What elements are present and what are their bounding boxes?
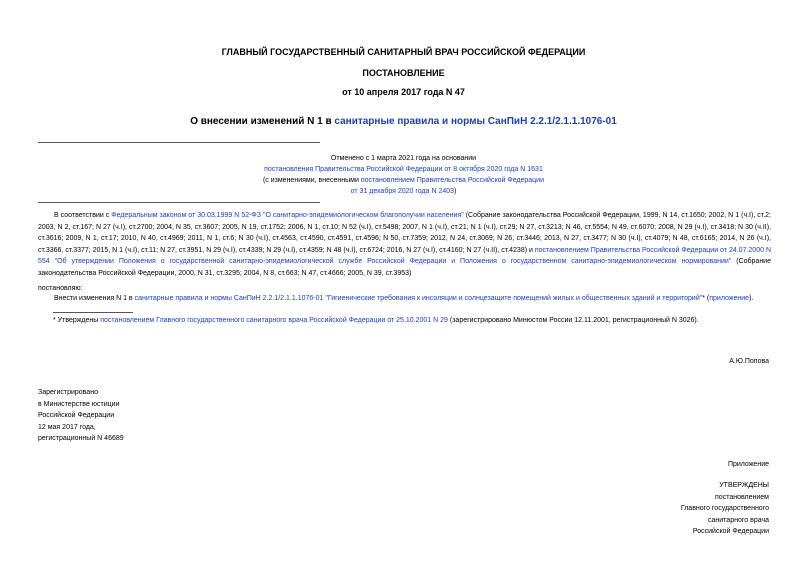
government-decree-link[interactable]: постановлением Правительства Российской Федерации от 24.07.2000 N 554 "Об утверждении Положения о государственной санитарно-эпидемиологической службе Российской Федерации и Положения о государственном санитарно-эпидемиологическом нормировании" [38, 246, 771, 265]
document-date: от 10 апреля 2017 года N 47 [342, 87, 465, 97]
preamble-paragraph [38, 210, 771, 279]
sanpin-link[interactable]: санитарные правила и нормы СанПиН 2.2.1/2.1.1.1076-01 [334, 116, 617, 127]
status-amend-text: (с изменениями, внесенными [262, 177, 361, 184]
divider-top [38, 142, 320, 143]
document-title-prefix: О внесении изменений N 1 в [190, 116, 335, 127]
issuing-authority: ГЛАВНЫЙ ГОСУДАРСТВЕННЫЙ САНИТАРНЫЙ ВРАЧ РОССИЙСКОЙ ФЕДЕРАЦИИ [221, 47, 586, 57]
footnote-start: * Утверждены [53, 317, 101, 324]
document-type: ПОСТАНОВЛЕНИЕ [362, 68, 445, 78]
preamble-citations: (Собрание законодательства Российской Федерации, 1999, N 14, ст.1650; 2002, N 1 (ч.I), ст.2; 2003, N 2, ст.167; N 27 (ч.I), ст.2700; 2004, N 35, ст.3607; 2005, N 19, ст.1752; 2006, N 1, ст.10; N 52 (ч.I), ст.5498; 2007, N 1 (ч.I), ст.21; N 1 (ч.I), ст.29; N 27, ст.3213; N 46, ст.5554; N 49, ст.6070; 2008, N 29 (ч.I), ст.3418; N 30 (ч.II), ст.3616; 2009, N 1, ст.17; 2010, N 40, ст.4969; 2011, N 1, ст.6; N 30 (ч.I), ст.4563, ст.4590, ст.4591, ст.4596; N 50, ст.7359; 2012, N 24, ст.3069; N 26, ст.3446; 2013, N 27, ст.3477; N 30 (ч.I), ст.4079; N 48, ст.6165; 2014, N 26 (ч.I), ст.3366, ст.3377; 2015, N 1 (ч.I), ст.11; N 27, ст.3951, N 29 (ч.I), ст.4339; N 29 (ч.I), ст.4359; N 48 (ч.I), ст.6724; 2016, N 27 (ч.I), ст.4160; N 27 (ч.II), ст.4238) и [38, 212, 771, 254]
divider-bottom [38, 202, 320, 203]
preamble-start: В соответствии с [54, 212, 112, 219]
status-block [0, 153, 807, 197]
resolve-footnote-mark: * ( [702, 295, 710, 302]
signature: А.Ю.Попова [729, 358, 769, 365]
preamble-citations-2: (Собрание законодательства Российской Федерации, 2000, N 31, ст.3295; 2004, N 8, ст.663; N 47, ст.4666; 2005, N 39, ст.3953) [38, 258, 771, 277]
cancel-basis-link[interactable]: постановления Правительства Российской Федерации от 8 октября 2020 года N 1631 [264, 166, 543, 173]
resolve-paragraph [38, 293, 771, 305]
approval-block [681, 480, 769, 538]
approval-line: санитарного врача [708, 516, 769, 524]
approval-line: Главного государственного [680, 505, 769, 512]
status-line: Отменено с 1 марта 2021 года на основании [330, 155, 477, 162]
amending-decree-link[interactable]: постановлением Правительства Российской Федерации [360, 177, 545, 184]
federal-law-link[interactable]: Федеральным законом от 30.03.1999 N 52-ФЗ "О санитарно-эпидемиологическом благополучии населения" [111, 212, 464, 219]
footnote [53, 315, 771, 327]
amending-decree-date-link[interactable]: от 31 декабря 2020 года N 2403 [350, 188, 455, 195]
document-title [0, 116, 807, 127]
registration-line: Российской Федерации [38, 412, 115, 419]
resolve-end: ). [749, 295, 754, 302]
status-close-paren: ) [454, 188, 457, 195]
footnote-decree-link[interactable]: постановлением Главного государственного санитарного врача Российской Федерации от 25.10.2001 N 29 [100, 317, 448, 324]
appendix-link[interactable]: приложение [709, 295, 750, 302]
footnote-divider [53, 312, 133, 313]
resolve-label: постановляю: [38, 285, 83, 292]
resolve-start: Внести изменения N 1 в [54, 295, 135, 302]
registration-line: регистрационный N 46689 [38, 435, 124, 442]
sanpin-requirements-link[interactable]: санитарные правила и нормы СанПиН 2.2.1/2.1.1.1076-01 "Гигиенические требования к инсоляции и солнцезащите помещений жилых и общественных зданий и территорий" [134, 295, 703, 302]
approval-line: Российской Федерации [692, 528, 769, 535]
footnote-end: (зарегистрировано Минюстом России 12.11.2001, регистрационный N 3026). [447, 317, 699, 324]
approved-label: УТВЕРЖДЕНЫ [719, 482, 769, 489]
registration-line: 12 мая 2017 года, [38, 423, 96, 431]
appendix-label: Приложение [727, 461, 769, 468]
registration-line: Зарегистрировано [38, 389, 98, 396]
registration-block [38, 387, 124, 445]
approval-line: постановлением [715, 493, 769, 501]
registration-line: в Министерстве юстиции [38, 400, 120, 408]
